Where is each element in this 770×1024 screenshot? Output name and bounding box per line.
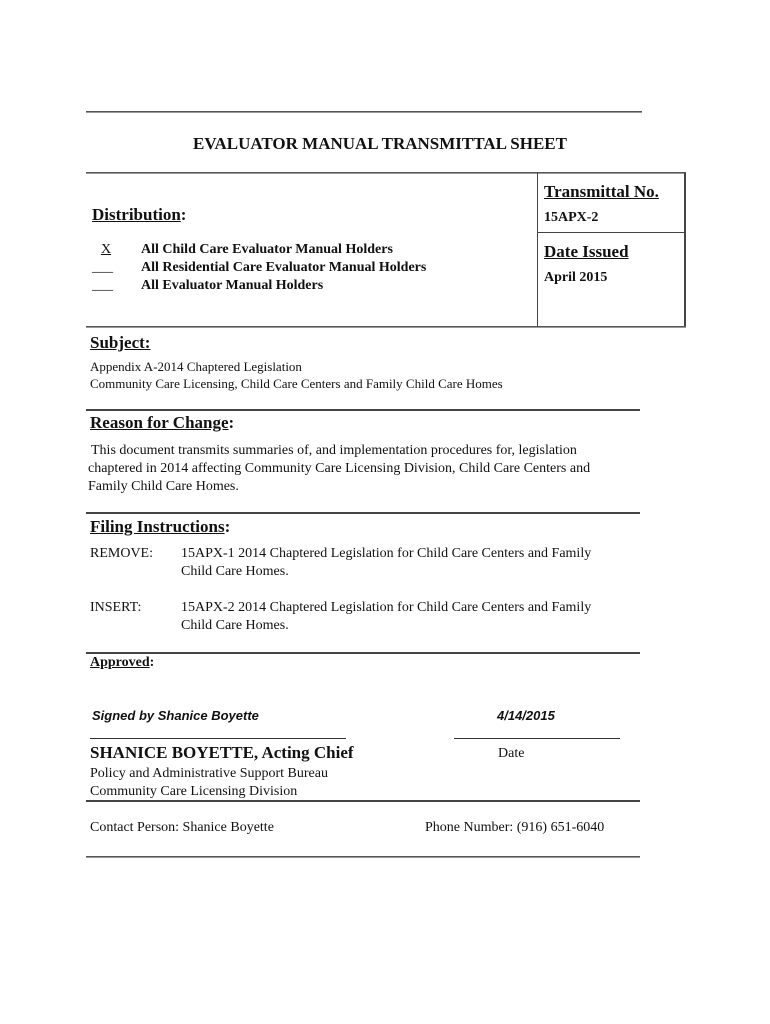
org-line: Policy and Administrative Support Bureau	[90, 766, 328, 781]
signature-line	[90, 738, 346, 739]
reason-line: Family Child Care Homes.	[88, 479, 239, 494]
distribution-label: All Residential Care Evaluator Manual Holders	[141, 260, 427, 275]
document-title: EVALUATOR MANUAL TRANSMITTAL SHEET	[193, 134, 567, 153]
distribution-colon: :	[180, 205, 187, 224]
distribution-label: All Evaluator Manual Holders	[141, 278, 324, 293]
remove-label: REMOVE:	[90, 546, 153, 561]
distribution-mark: X	[100, 242, 112, 257]
insert-line: Child Care Homes.	[181, 618, 289, 633]
contact-person: Contact Person: Shanice Boyette	[90, 820, 274, 835]
approved-heading	[90, 655, 154, 671]
distribution-box-top	[86, 172, 686, 174]
subject-heading: Subject:	[90, 333, 151, 352]
insert-label: INSERT:	[90, 600, 142, 615]
date-line	[454, 738, 620, 739]
contact-phone: Phone Number: (916) 651-6040	[425, 820, 605, 835]
insert-line: 15APX-2 2014 Chaptered Legislation for Child Care Centers and Family	[181, 600, 592, 615]
date-issued-heading: Date Issued	[544, 242, 629, 261]
filing-insert	[90, 599, 650, 635]
reason-line: chaptered in 2014 affecting Community Care Licensing Division, Child Care Centers and	[88, 461, 591, 476]
approved-rule	[86, 652, 640, 654]
distribution-label: All Child Care Evaluator Manual Holders	[141, 242, 393, 257]
date-issued-value: April 2015	[544, 270, 608, 285]
reason-line: This document transmits summaries of, and implementation procedures for, legislation	[91, 443, 577, 458]
transmittal-box-right	[684, 173, 686, 327]
filing-colon: :	[224, 517, 231, 536]
reason-colon: :	[228, 413, 235, 432]
distribution-mark: ___	[92, 278, 113, 293]
signer-name: SHANICE BOYETTE, Acting Chief	[90, 743, 354, 762]
approved-colon: :	[149, 655, 155, 670]
org-line: Community Care Licensing Division	[90, 784, 298, 799]
transmittal-heading: Transmittal No.	[544, 182, 659, 201]
signer-org	[90, 765, 328, 801]
filing-rule	[86, 512, 640, 514]
filing-heading	[90, 517, 230, 537]
subject-line: Community Care Licensing, Child Care Centers and Family Child Care Homes	[90, 376, 503, 391]
subject-text	[90, 358, 503, 392]
signature-date: 4/14/2015	[497, 708, 555, 723]
reason-heading	[90, 413, 234, 433]
remove-line: Child Care Homes.	[181, 564, 289, 579]
approved-heading-text: Approved	[90, 655, 150, 670]
transmittal-divider	[537, 232, 685, 233]
signature-text: Signed by Shanice Boyette	[92, 708, 259, 723]
transmittal-box-left	[537, 173, 538, 327]
reason-rule	[86, 409, 640, 411]
subject-line: Appendix A-2014 Chaptered Legislation	[90, 359, 302, 374]
reason-heading-text: Reason for Change	[90, 413, 229, 432]
distribution-heading-text: Distribution	[92, 205, 181, 224]
bottom-rule	[86, 856, 640, 858]
filing-remove	[90, 545, 650, 581]
remove-line: 15APX-1 2014 Chaptered Legislation for Child Care Centers and Family	[181, 546, 592, 561]
contact-rule	[86, 800, 640, 802]
reason-text	[88, 442, 590, 496]
transmittal-number: 15APX-2	[544, 210, 599, 225]
filing-heading-text: Filing Instructions	[90, 517, 225, 536]
subject-rule	[86, 326, 686, 328]
distribution-heading	[92, 205, 186, 225]
top-rule	[86, 111, 642, 113]
date-label: Date	[498, 746, 525, 761]
distribution-mark: ___	[92, 260, 113, 275]
